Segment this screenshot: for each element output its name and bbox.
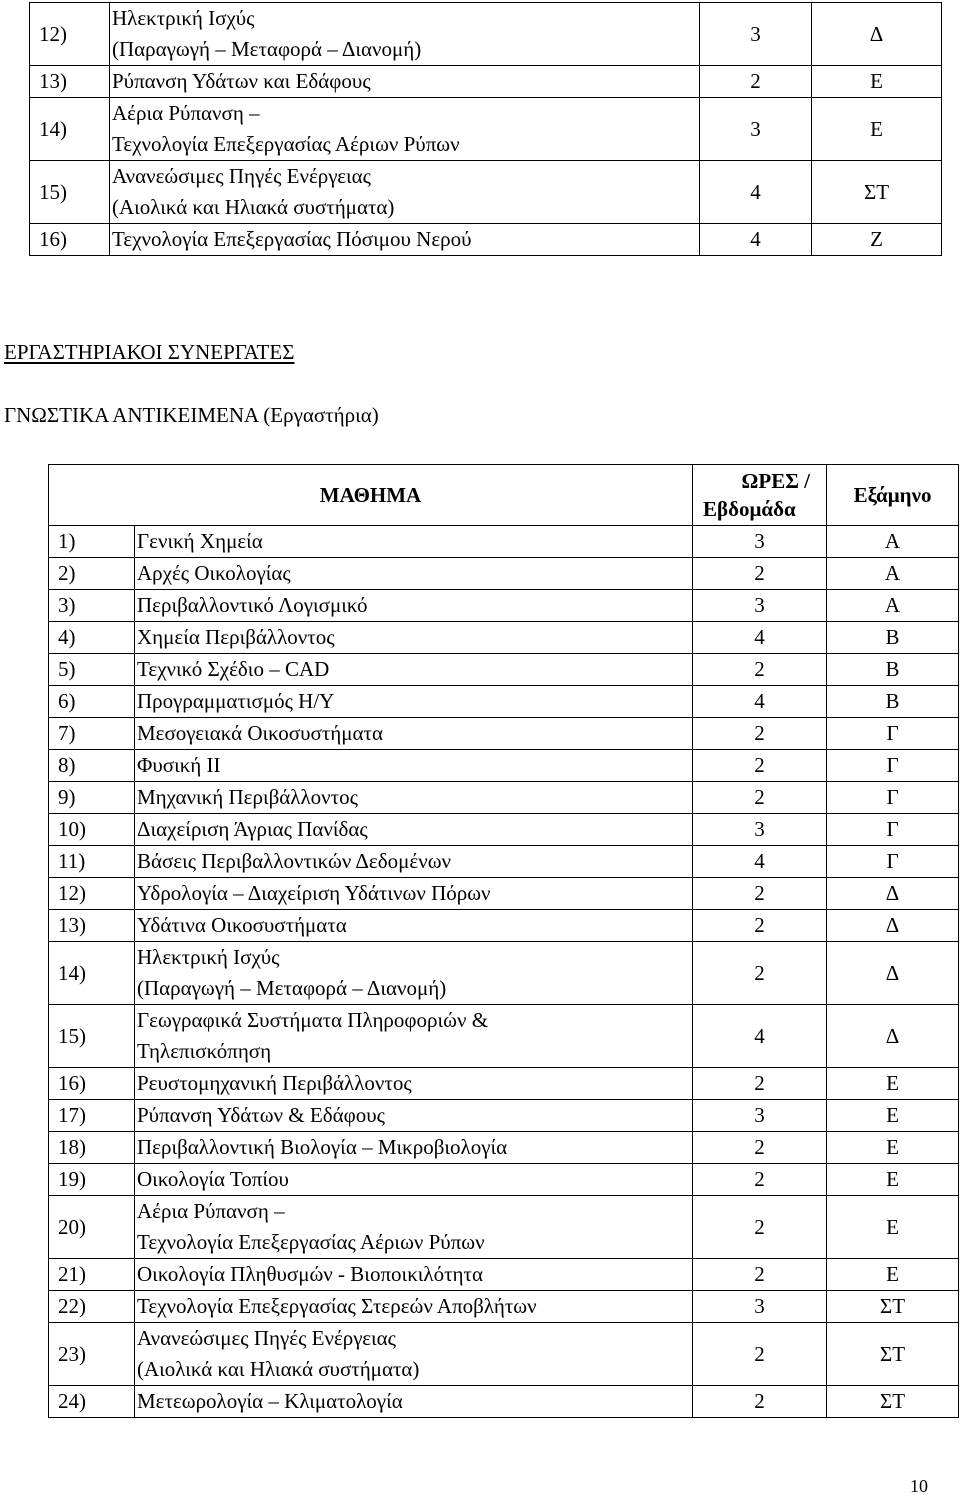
top-course-table-body bbox=[30, 3, 942, 256]
semester: Δ bbox=[827, 878, 959, 910]
semester: Ε bbox=[827, 1068, 959, 1100]
course-name-line: Γενική Χημεία bbox=[137, 529, 263, 553]
weekly-hours: 2 bbox=[693, 942, 827, 1005]
course-name bbox=[135, 846, 693, 878]
table-row bbox=[49, 1386, 959, 1418]
course-name bbox=[110, 66, 700, 98]
semester: Γ bbox=[827, 750, 959, 782]
semester: Δ bbox=[827, 942, 959, 1005]
table-row bbox=[30, 224, 942, 256]
course-name-line: Μεσογειακά Οικοσυστήματα bbox=[137, 721, 383, 745]
table-row bbox=[49, 942, 959, 1005]
course-name bbox=[135, 1323, 693, 1386]
weekly-hours: 2 bbox=[693, 1386, 827, 1418]
course-name bbox=[135, 590, 693, 622]
table-row bbox=[49, 622, 959, 654]
row-number: 1) bbox=[49, 526, 135, 558]
page-number: 10 bbox=[910, 1476, 928, 1496]
semester: Α bbox=[827, 558, 959, 590]
header-semester: Εξάμηνο bbox=[827, 465, 959, 526]
table-row bbox=[49, 1100, 959, 1132]
semester: ΣΤ bbox=[827, 1291, 959, 1323]
weekly-hours: 2 bbox=[693, 1164, 827, 1196]
weekly-hours: 4 bbox=[693, 846, 827, 878]
table-row bbox=[30, 161, 942, 224]
course-name bbox=[135, 558, 693, 590]
row-number: 15) bbox=[49, 1005, 135, 1068]
weekly-hours: 2 bbox=[700, 66, 812, 98]
course-name bbox=[135, 526, 693, 558]
header-hours-line2: Εβδομάδα bbox=[703, 497, 796, 521]
header-hours bbox=[693, 465, 827, 526]
semester: Γ bbox=[827, 814, 959, 846]
row-number: 13) bbox=[49, 910, 135, 942]
table-row bbox=[49, 1164, 959, 1196]
semester: ΣΤ bbox=[812, 161, 942, 224]
row-number: 14) bbox=[30, 98, 110, 161]
semester: Ε bbox=[827, 1259, 959, 1291]
semester: Ε bbox=[812, 98, 942, 161]
course-name-line: Οικολογία Τοπίου bbox=[137, 1167, 289, 1191]
course-name-line: Ηλεκτρική Ισχύς bbox=[137, 945, 280, 969]
weekly-hours: 4 bbox=[693, 1005, 827, 1068]
row-number: 14) bbox=[49, 942, 135, 1005]
weekly-hours: 3 bbox=[693, 1100, 827, 1132]
weekly-hours: 2 bbox=[693, 1323, 827, 1386]
course-name bbox=[135, 878, 693, 910]
weekly-hours: 3 bbox=[700, 98, 812, 161]
course-name bbox=[135, 1291, 693, 1323]
semester: Γ bbox=[827, 846, 959, 878]
row-number: 11) bbox=[49, 846, 135, 878]
weekly-hours: 2 bbox=[693, 910, 827, 942]
course-name bbox=[135, 1132, 693, 1164]
row-number: 10) bbox=[49, 814, 135, 846]
course-name bbox=[135, 622, 693, 654]
course-name-line: Τεχνολογία Επεξεργασίας Πόσιμου Νερού bbox=[112, 227, 472, 251]
course-name bbox=[110, 161, 700, 224]
row-number: 9) bbox=[49, 782, 135, 814]
weekly-hours: 4 bbox=[693, 622, 827, 654]
course-name-line: Γεωγραφικά Συστήματα Πληροφοριών & bbox=[137, 1008, 489, 1032]
course-name bbox=[135, 750, 693, 782]
semester: Α bbox=[827, 526, 959, 558]
lab-table-header-row bbox=[49, 465, 959, 526]
weekly-hours: 2 bbox=[693, 750, 827, 782]
course-name-line: Αέρια Ρύπανση – bbox=[137, 1199, 285, 1223]
weekly-hours: 4 bbox=[693, 686, 827, 718]
course-name-line: Τεχνικό Σχέδιο – CAD bbox=[137, 657, 330, 681]
course-name-line: Υδρολογία – Διαχείριση Υδάτινων Πόρων bbox=[137, 881, 491, 905]
course-name-line: Αέρια Ρύπανση – bbox=[112, 101, 260, 125]
semester: Ε bbox=[827, 1164, 959, 1196]
semester: Δ bbox=[827, 1005, 959, 1068]
semester: Β bbox=[827, 622, 959, 654]
lab-course-table-body bbox=[49, 465, 959, 1418]
course-name-line: Περιβαλλοντική Βιολογία – Μικροβιολογία bbox=[137, 1135, 508, 1159]
course-name bbox=[135, 654, 693, 686]
course-name bbox=[135, 1100, 693, 1132]
course-name bbox=[135, 1196, 693, 1259]
weekly-hours: 4 bbox=[700, 224, 812, 256]
semester: Β bbox=[827, 686, 959, 718]
weekly-hours: 2 bbox=[693, 1259, 827, 1291]
table-row bbox=[49, 590, 959, 622]
weekly-hours: 3 bbox=[693, 526, 827, 558]
semester: Ε bbox=[827, 1132, 959, 1164]
row-number: 17) bbox=[49, 1100, 135, 1132]
table-row bbox=[49, 878, 959, 910]
row-number: 19) bbox=[49, 1164, 135, 1196]
course-name-line: Ρύπανση Υδάτων & Εδάφους bbox=[137, 1103, 385, 1127]
table-row bbox=[49, 1132, 959, 1164]
course-name-line: Ανανεώσιμες Πηγές Ενέργειας bbox=[112, 164, 371, 188]
weekly-hours: 2 bbox=[693, 782, 827, 814]
course-name bbox=[110, 224, 700, 256]
row-number: 13) bbox=[30, 66, 110, 98]
course-name-line: Ηλεκτρική Ισχύς bbox=[112, 6, 255, 30]
row-number: 4) bbox=[49, 622, 135, 654]
table-row bbox=[49, 1323, 959, 1386]
row-number: 22) bbox=[49, 1291, 135, 1323]
semester: Α bbox=[827, 590, 959, 622]
table-row bbox=[49, 1259, 959, 1291]
table-row bbox=[49, 654, 959, 686]
weekly-hours: 3 bbox=[693, 590, 827, 622]
row-number: 3) bbox=[49, 590, 135, 622]
course-name bbox=[110, 98, 700, 161]
course-name-line: (Παραγωγή – Μεταφορά – Διανομή) bbox=[137, 976, 447, 1000]
course-name bbox=[135, 814, 693, 846]
row-number: 12) bbox=[49, 878, 135, 910]
course-name-line: Οικολογία Πληθυσμών - Βιοποικιλότητα bbox=[137, 1262, 483, 1286]
row-number: 7) bbox=[49, 718, 135, 750]
course-name bbox=[135, 686, 693, 718]
course-name bbox=[135, 1259, 693, 1291]
course-name-line: Τεχνολογία Επεξεργασίας Αέριων Ρύπων bbox=[137, 1230, 485, 1254]
table-row bbox=[49, 814, 959, 846]
table-row bbox=[49, 1196, 959, 1259]
course-name bbox=[135, 718, 693, 750]
course-name-line: Ρύπανση Υδάτων και Εδάφους bbox=[112, 69, 371, 93]
semester: Ε bbox=[827, 1100, 959, 1132]
row-number: 24) bbox=[49, 1386, 135, 1418]
weekly-hours: 4 bbox=[700, 161, 812, 224]
course-name-line: (Παραγωγή – Μεταφορά – Διανομή) bbox=[112, 37, 422, 61]
row-number: 2) bbox=[49, 558, 135, 590]
course-name-line: Χημεία Περιβάλλοντος bbox=[137, 625, 335, 649]
course-name bbox=[135, 1386, 693, 1418]
course-name bbox=[135, 942, 693, 1005]
weekly-hours: 2 bbox=[693, 1068, 827, 1100]
table-row bbox=[49, 686, 959, 718]
table-row bbox=[49, 846, 959, 878]
course-name-line: Διαχείριση Άγριας Πανίδας bbox=[137, 817, 368, 841]
weekly-hours: 3 bbox=[700, 3, 812, 66]
course-name-line: Τεχνολογία Επεξεργασίας Αέριων Ρύπων bbox=[112, 132, 460, 156]
row-number: 6) bbox=[49, 686, 135, 718]
semester: Δ bbox=[827, 910, 959, 942]
course-name-line: Ανανεώσιμες Πηγές Ενέργειας bbox=[137, 1326, 396, 1350]
row-number: 20) bbox=[49, 1196, 135, 1259]
course-name-line: (Αιολικά και Ηλιακά συστήματα) bbox=[112, 195, 395, 219]
row-number: 23) bbox=[49, 1323, 135, 1386]
row-number: 21) bbox=[49, 1259, 135, 1291]
weekly-hours: 3 bbox=[693, 814, 827, 846]
row-number: 12) bbox=[30, 3, 110, 66]
course-name bbox=[135, 1005, 693, 1068]
table-row bbox=[49, 750, 959, 782]
weekly-hours: 2 bbox=[693, 654, 827, 686]
course-name-line: Ρευστομηχανική Περιβάλλοντος bbox=[137, 1071, 412, 1095]
course-name bbox=[110, 3, 700, 66]
table-row bbox=[49, 910, 959, 942]
lab-course-table bbox=[48, 464, 959, 1418]
table-row bbox=[49, 526, 959, 558]
table-row bbox=[49, 1005, 959, 1068]
table-row bbox=[30, 66, 942, 98]
table-row bbox=[49, 718, 959, 750]
semester: Ε bbox=[812, 66, 942, 98]
weekly-hours: 2 bbox=[693, 1132, 827, 1164]
top-course-table bbox=[29, 2, 942, 256]
course-name-line: Περιβαλλοντικό Λογισμικό bbox=[137, 593, 368, 617]
table-row bbox=[49, 1068, 959, 1100]
course-name-line: Υδάτινα Οικοσυστήματα bbox=[137, 913, 347, 937]
table-row bbox=[30, 98, 942, 161]
semester: Γ bbox=[827, 782, 959, 814]
course-name-line: Μετεωρολογία – Κλιματολογία bbox=[137, 1389, 403, 1413]
weekly-hours: 2 bbox=[693, 558, 827, 590]
table-row bbox=[49, 558, 959, 590]
semester: Δ bbox=[812, 3, 942, 66]
semester: Ε bbox=[827, 1196, 959, 1259]
course-name-line: Προγραμματισμός Η/Υ bbox=[137, 689, 335, 713]
course-name-line: Μηχανική Περιβάλλοντος bbox=[137, 785, 358, 809]
semester: ΣΤ bbox=[827, 1323, 959, 1386]
section-heading: ΕΡΓΑΣΤΗΡΙΑΚΟΙ ΣΥΝΕΡΓΑΤΕΣ bbox=[4, 340, 295, 364]
semester: Β bbox=[827, 654, 959, 686]
course-name-line: Τεχνολογία Επεξεργασίας Στερεών Αποβλήτων bbox=[137, 1294, 537, 1318]
course-name bbox=[135, 1068, 693, 1100]
course-name-line: Φυσική ΙΙ bbox=[137, 753, 221, 777]
semester: Γ bbox=[827, 718, 959, 750]
table-row bbox=[49, 782, 959, 814]
row-number: 16) bbox=[30, 224, 110, 256]
course-name-line: Αρχές Οικολογίας bbox=[137, 561, 291, 585]
course-name bbox=[135, 910, 693, 942]
row-number: 5) bbox=[49, 654, 135, 686]
table-row bbox=[49, 1291, 959, 1323]
row-number: 16) bbox=[49, 1068, 135, 1100]
header-hours-line1: ΩΡΕΣ / bbox=[741, 469, 811, 493]
weekly-hours: 2 bbox=[693, 1196, 827, 1259]
course-name bbox=[135, 782, 693, 814]
section-subheading: ΓΝΩΣΤΙΚΑ ΑΝΤΙΚΕΙΜΕΝΑ (Εργαστήρια) bbox=[4, 403, 379, 427]
weekly-hours: 3 bbox=[693, 1291, 827, 1323]
row-number: 18) bbox=[49, 1132, 135, 1164]
weekly-hours: 2 bbox=[693, 878, 827, 910]
course-name-line: (Αιολικά και Ηλιακά συστήματα) bbox=[137, 1357, 420, 1381]
course-name-line: Τηλεπισκόπηση bbox=[137, 1039, 272, 1063]
course-name-line: Βάσεις Περιβαλλοντικών Δεδομένων bbox=[137, 849, 452, 873]
semester: ΣΤ bbox=[827, 1386, 959, 1418]
table-row bbox=[30, 3, 942, 66]
semester: Ζ bbox=[812, 224, 942, 256]
row-number: 8) bbox=[49, 750, 135, 782]
header-course: ΜΑΘΗΜΑ bbox=[49, 465, 693, 526]
weekly-hours: 2 bbox=[693, 718, 827, 750]
row-number: 15) bbox=[30, 161, 110, 224]
course-name bbox=[135, 1164, 693, 1196]
